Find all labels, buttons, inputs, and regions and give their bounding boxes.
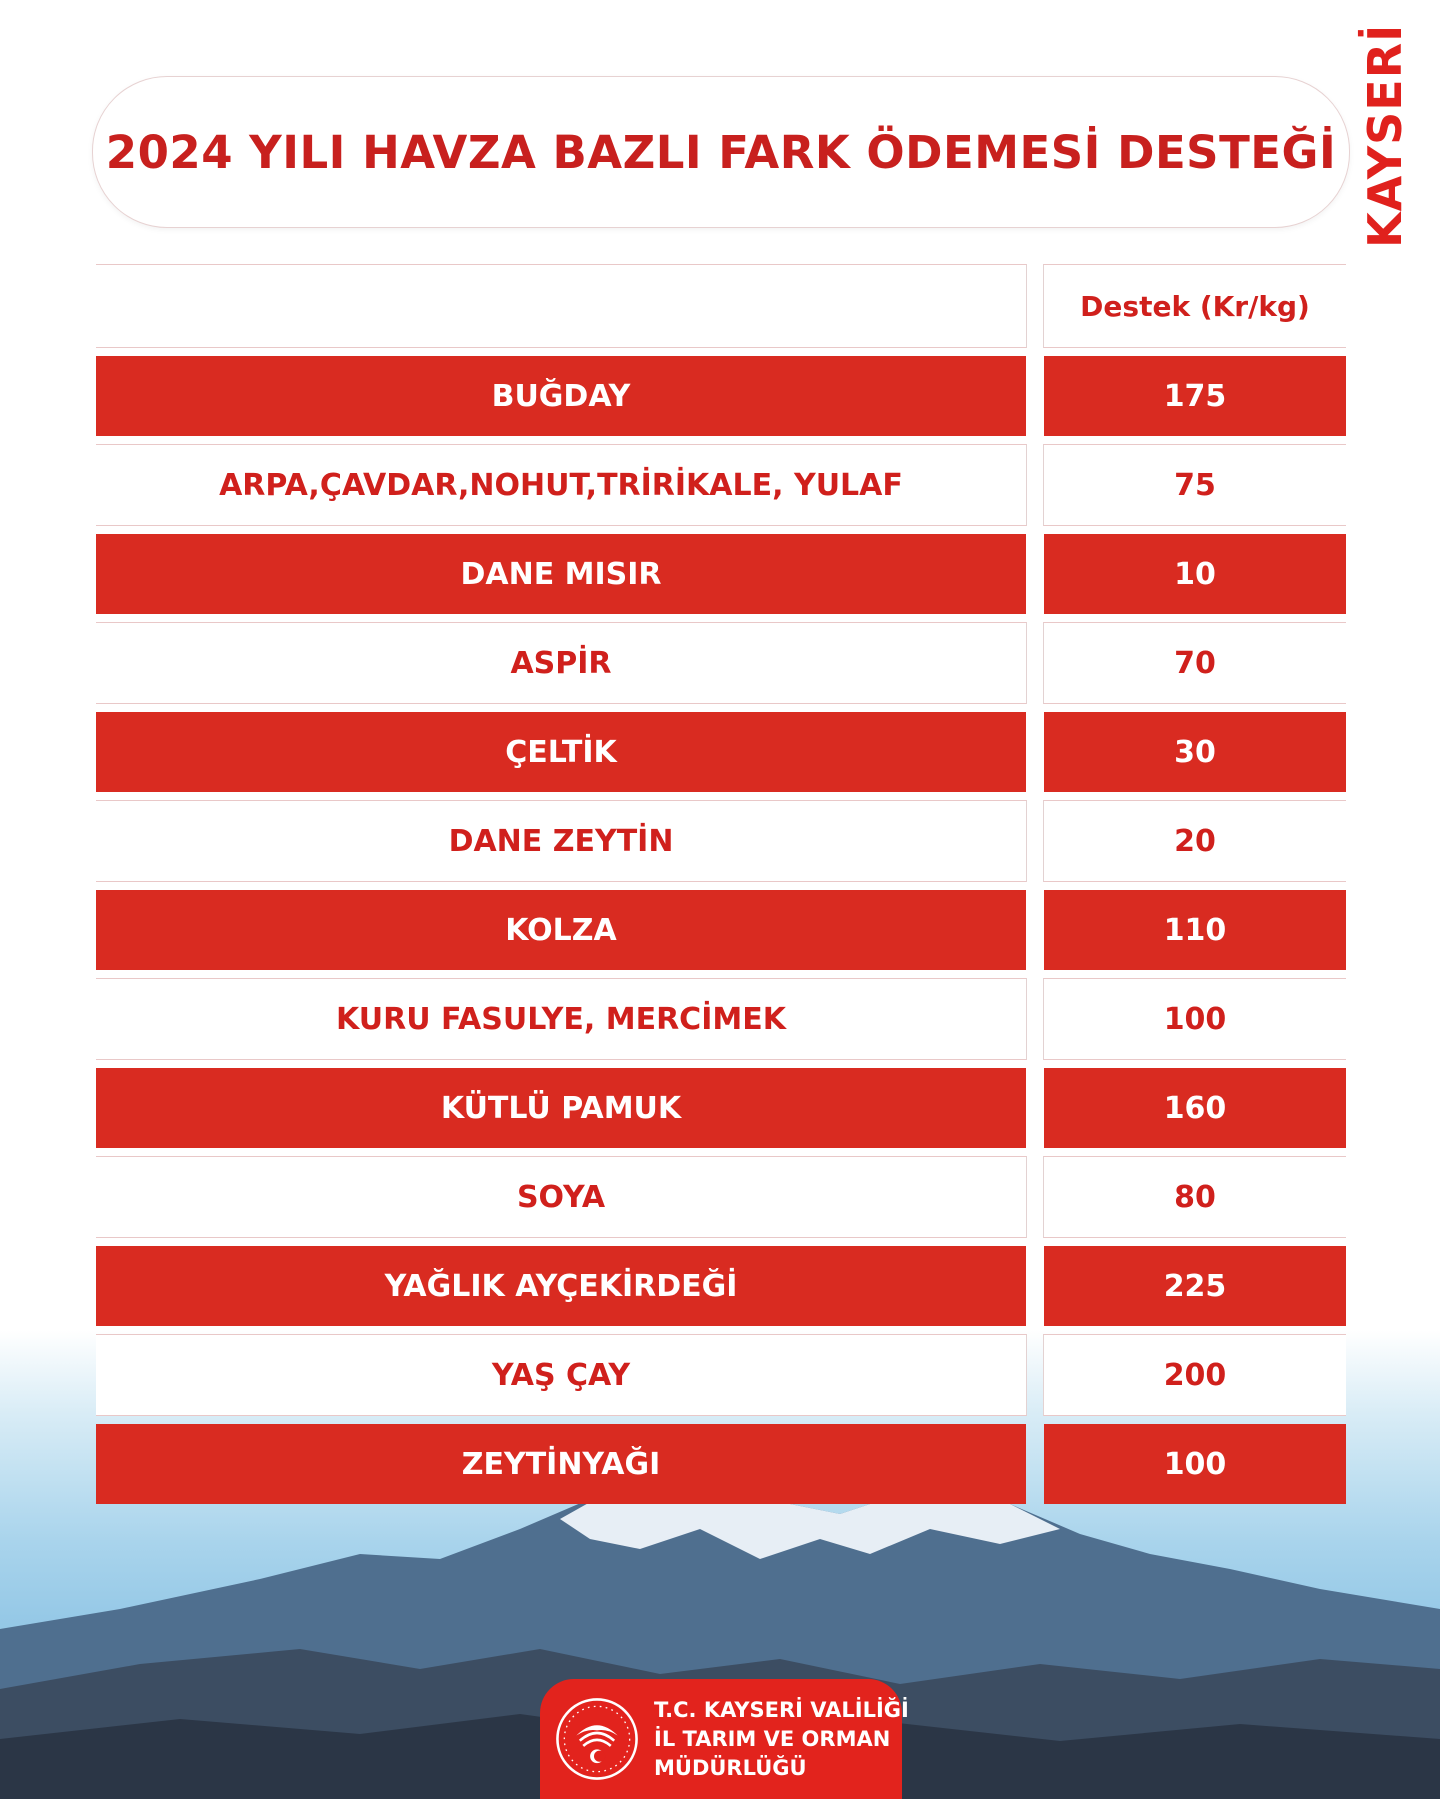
support-value: 175 [1044, 356, 1346, 436]
crop-name: ÇELTİK [96, 712, 1026, 792]
crop-name: KOLZA [96, 890, 1026, 970]
table-row [96, 800, 1346, 882]
table-row [96, 1424, 1346, 1504]
crop-name: KÜTLÜ PAMUK [96, 1068, 1026, 1148]
crop-name: YAĞLIK AYÇEKİRDEĞİ [96, 1246, 1026, 1326]
table-row [96, 890, 1346, 970]
support-value: 80 [1043, 1156, 1346, 1238]
side-label-kayseri: KAYSERİ [1358, 23, 1412, 248]
table-row [96, 534, 1346, 614]
crop-name: KURU FASULYE, MERCİMEK [96, 978, 1027, 1060]
table-row [96, 1156, 1346, 1238]
crop-name: ZEYTİNYAĞI [96, 1424, 1026, 1504]
support-value: 20 [1043, 800, 1346, 882]
support-value: 160 [1044, 1068, 1346, 1148]
support-value: 70 [1043, 622, 1346, 704]
support-value: 225 [1044, 1246, 1346, 1326]
table-header-row [96, 264, 1346, 348]
crop-name: ASPİR [96, 622, 1027, 704]
crop-name: DANE MISIR [96, 534, 1026, 614]
support-value: 110 [1044, 890, 1346, 970]
table-row [96, 978, 1346, 1060]
support-value: 100 [1043, 978, 1346, 1060]
table-row [96, 444, 1346, 526]
ministry-badge [540, 1679, 909, 1799]
support-value: 10 [1044, 534, 1346, 614]
crop-name: YAŞ ÇAY [96, 1334, 1027, 1416]
table-row [96, 1334, 1346, 1416]
ministry-name [654, 1696, 909, 1783]
table-row [96, 1068, 1346, 1148]
crop-name: DANE ZEYTİN [96, 800, 1027, 882]
page-title: 2024 YILI HAVZA BAZLI FARK ÖDEMESİ DESTEĞİ [105, 125, 1337, 179]
ministry-line-3: MÜDÜRLÜĞÜ [654, 1755, 807, 1780]
table-row [96, 712, 1346, 792]
support-value: 75 [1043, 444, 1346, 526]
crop-name: ARPA,ÇAVDAR,NOHUT,TRİRİKALE, YULAF [96, 444, 1027, 526]
support-value: 30 [1044, 712, 1346, 792]
ministry-emblem-icon [554, 1696, 640, 1782]
crop-name: SOYA [96, 1156, 1027, 1238]
header-name-cell [96, 264, 1027, 348]
title-banner [92, 76, 1350, 228]
support-value: 200 [1043, 1334, 1346, 1416]
support-value: 100 [1044, 1424, 1346, 1504]
table-row [96, 1246, 1346, 1326]
header-value-cell: Destek (Kr/kg) [1043, 264, 1346, 348]
ministry-line-2: İL TARIM VE ORMAN [654, 1726, 891, 1751]
table-row [96, 622, 1346, 704]
ministry-line-1: T.C. KAYSERİ VALİLİĞİ [654, 1697, 909, 1722]
support-table [96, 264, 1346, 1512]
crop-name: BUĞDAY [96, 356, 1026, 436]
table-row [96, 356, 1346, 436]
